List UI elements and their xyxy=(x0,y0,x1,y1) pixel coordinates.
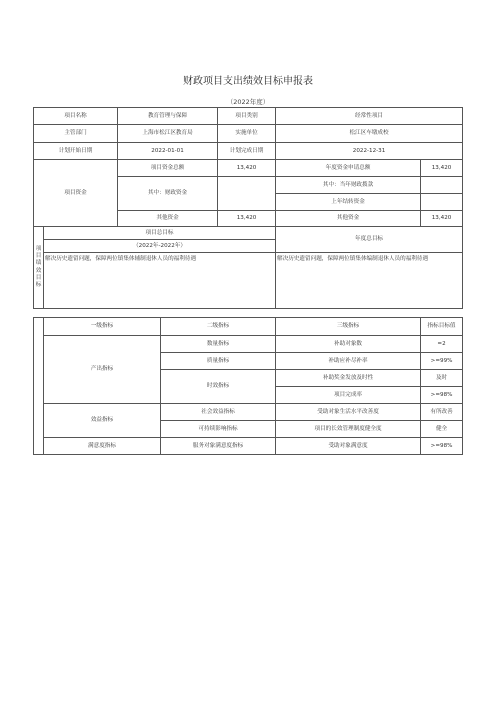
header-level2: 二级指标 xyxy=(161,318,276,336)
funds-annual-value: 13,420 xyxy=(421,160,463,177)
funds-other-label: 其他资金 xyxy=(118,211,218,227)
target-cell: >=98% xyxy=(421,438,463,455)
performance-form xyxy=(33,107,462,455)
header-target: 指标目标值 xyxy=(421,318,463,336)
level2-cell: 数量指标 xyxy=(161,336,276,353)
funds-other-value-2: 13,420 xyxy=(421,211,463,227)
indicator-row xyxy=(34,404,463,421)
indicator-side-cell xyxy=(34,318,44,455)
unit-label: 实施单位 xyxy=(218,125,276,143)
gap-cell xyxy=(34,309,463,318)
level3-cell: 受助对象生活水平改善度 xyxy=(276,404,421,421)
unit-value: 松江区车墩成校 xyxy=(276,125,463,143)
satisfaction-indicator-label: 满意度指标 xyxy=(44,438,161,455)
indicator-row xyxy=(34,438,463,455)
indicator-header-row xyxy=(34,318,463,336)
indicator-row xyxy=(34,336,463,353)
funds-fiscal-current-value xyxy=(421,177,463,194)
level3-cell: 项目完成率 xyxy=(276,387,421,404)
target-cell: 有所改善 xyxy=(421,404,463,421)
dept-label: 主管部门 xyxy=(34,125,118,143)
goals-side-label: 项目绩效目标 xyxy=(34,227,44,309)
start-date-label: 计划开始日期 xyxy=(34,143,118,160)
level3-cell: 补助应补尽补率 xyxy=(276,353,421,370)
form-table xyxy=(33,107,463,455)
level2-cell: 时效指标 xyxy=(161,370,276,404)
info-row-dates xyxy=(34,143,463,160)
target-cell: >=99% xyxy=(421,353,463,370)
funds-carryover-label: 上年结转资金 xyxy=(276,194,421,211)
level2-cell: 服务对象满意度指标 xyxy=(161,438,276,455)
info-row-name xyxy=(34,108,463,125)
level3-cell: 受助对象满意度 xyxy=(276,438,421,455)
project-category-value: 经常性项目 xyxy=(276,108,463,125)
funds-other-value: 13,420 xyxy=(218,211,276,227)
target-cell: =2 xyxy=(421,336,463,353)
funds-annual-label: 年度资金申请总额 xyxy=(276,160,421,177)
project-name-label: 项目名称 xyxy=(34,108,118,125)
level3-cell: 项目的长效管理制度健全度 xyxy=(276,421,421,438)
goals-row-header xyxy=(34,227,463,240)
funds-total-value: 13,420 xyxy=(218,160,276,177)
year-note: （2022年度） xyxy=(226,98,270,106)
target-cell: 健全 xyxy=(421,421,463,438)
funds-fiscal-value xyxy=(218,177,276,211)
goals-overall-range: （2022年-2022年） xyxy=(44,240,276,253)
funds-fiscal-label: 其中：财政资金 xyxy=(118,177,218,211)
header-level1: 一级指标 xyxy=(44,318,161,336)
project-name-value: 教育管理与保障 xyxy=(118,108,218,125)
funds-total-label: 项目资金总额 xyxy=(118,160,218,177)
start-date-value: 2022-01-01 xyxy=(118,143,218,160)
funds-fiscal-current-label: 其中：当年财政拨款 xyxy=(276,177,421,194)
goals-annual-text: 解决历史遗留问题，保障两位镇集体编制退休人员的福利待遇 xyxy=(276,253,463,309)
level3-cell: 补助奖金发放及时性 xyxy=(276,370,421,387)
level2-cell: 可持续影响指标 xyxy=(161,421,276,438)
target-cell: 及时 xyxy=(421,370,463,387)
funds-section-label: 项目资金 xyxy=(34,160,118,227)
funds-carryover-value xyxy=(421,194,463,211)
end-date-label: 计划完成日期 xyxy=(218,143,276,160)
end-date-value: 2022-12-31 xyxy=(276,143,463,160)
goals-overall-text: 解决历史遗留问题，保障两位镇集体辅制退休人员的福利待遇 xyxy=(44,253,276,309)
info-row-dept xyxy=(34,125,463,143)
goals-overall-label: 项目总目标 xyxy=(44,227,276,240)
level2-cell: 质量指标 xyxy=(161,353,276,370)
project-category-label: 项目类别 xyxy=(218,108,276,125)
target-cell: >=98% xyxy=(421,387,463,404)
output-indicator-label: 产出指标 xyxy=(44,336,161,404)
level3-cell: 补助对象数 xyxy=(276,336,421,353)
benefit-indicator-label: 效益指标 xyxy=(44,404,161,438)
level2-cell: 社会效益指标 xyxy=(161,404,276,421)
goals-annual-label: 年度总目标 xyxy=(276,227,463,253)
funds-row-total xyxy=(34,160,463,177)
dept-value: 上海市松江区教育局 xyxy=(118,125,218,143)
funds-other-label-2: 其他资金 xyxy=(276,211,421,227)
page-title: 财政项目支出绩效目标申报表 xyxy=(183,76,313,87)
section-gap xyxy=(34,309,463,318)
header-level3: 三级指标 xyxy=(276,318,421,336)
goals-row-text xyxy=(34,253,463,309)
